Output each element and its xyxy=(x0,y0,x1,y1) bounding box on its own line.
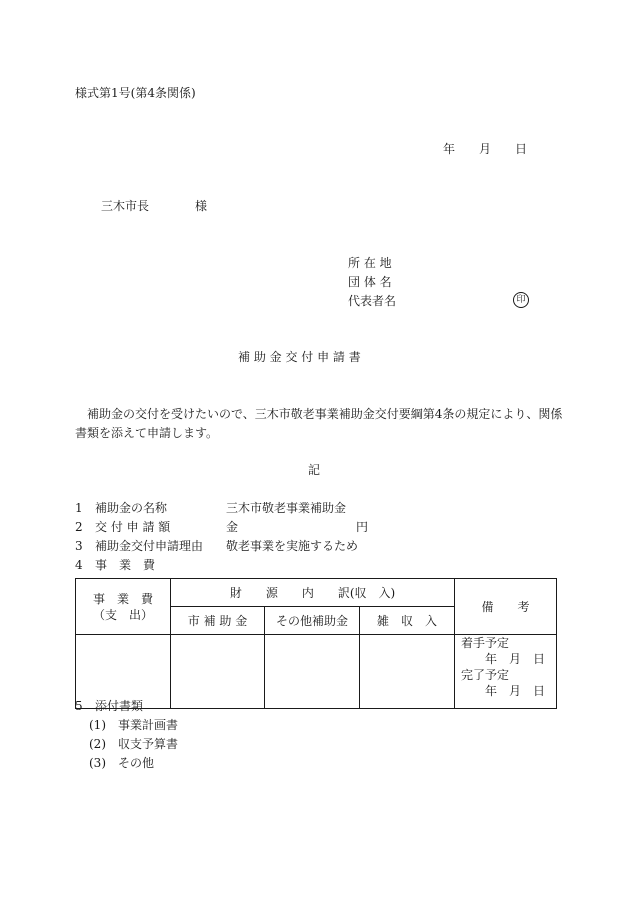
form-number: 様式第1号(第4条関係) xyxy=(75,86,196,100)
item-number: 4 xyxy=(75,558,83,572)
item-value-subsidy-name: 三木市敬老事業補助金 xyxy=(226,501,347,515)
attachment-other: その他 xyxy=(118,756,155,770)
funding-breakdown-header: 財 源 内 訳(収 入) xyxy=(171,579,455,607)
address-label: 所 在 地 xyxy=(348,256,392,270)
funding-table xyxy=(75,578,557,709)
org-name-label: 団 体 名 xyxy=(348,275,392,289)
remarks-cell xyxy=(455,635,557,709)
attachment-business-plan: 事業計画書 xyxy=(118,718,179,732)
item-value-requested-amount: 金 xyxy=(226,520,239,534)
attachment-number: (1) xyxy=(89,718,106,732)
misc-income-header: 雑 収 入 xyxy=(360,607,455,635)
item-label-reason: 補助金交付申請理由 xyxy=(95,539,204,553)
city-subsidy-cell xyxy=(171,635,265,709)
attachments-heading: 添付書類 xyxy=(95,699,144,713)
project-cost-header xyxy=(76,579,171,635)
end-planned-date: 年 月 日 xyxy=(461,684,546,698)
seal-mark: 印 xyxy=(513,292,529,308)
body-text-line-1: 補助金の交付を受けたいので、三木市敬老事業補助金交付要綱第4条の規定により、関係 xyxy=(75,407,563,421)
document-title: 補 助 金 交 付 申 請 書 xyxy=(238,350,361,364)
end-planned-label: 完了予定 xyxy=(461,668,510,682)
item-label-requested-amount: 交 付 申 請 額 xyxy=(95,520,171,534)
attachment-number: (3) xyxy=(89,756,106,770)
yen-unit: 円 xyxy=(356,520,369,534)
item-value-reason: 敬老事業を実施するため xyxy=(226,539,359,553)
start-planned-label: 着手予定 xyxy=(461,636,510,650)
item-label-subsidy-name: 補助金の名称 xyxy=(95,501,168,515)
date-line: 年 月 日 xyxy=(443,142,528,156)
item-number: 1 xyxy=(75,501,83,515)
start-planned-date: 年 月 日 xyxy=(461,652,546,666)
other-subsidy-cell xyxy=(265,635,360,709)
attachment-number: (2) xyxy=(89,737,106,751)
item-number: 5 xyxy=(75,699,83,713)
attachment-budget: 収支予算書 xyxy=(118,737,179,751)
addressee-honorific: 様 xyxy=(195,199,208,213)
ki-marker: 記 xyxy=(308,463,321,477)
project-cost-header-line-1: 事 業 費 xyxy=(92,591,153,606)
body-text-line-2: 書類を添えて申請します。 xyxy=(75,426,219,440)
other-subsidy-header: その他補助金 xyxy=(265,607,360,635)
item-number: 3 xyxy=(75,539,83,553)
item-label-project-cost: 事 業 費 xyxy=(95,558,156,572)
remarks-header: 備 考 xyxy=(455,579,557,635)
misc-income-cell xyxy=(360,635,455,709)
city-subsidy-header: 市 補 助 金 xyxy=(171,607,265,635)
addressee-name: 三木市長 xyxy=(101,199,150,213)
project-cost-header-line-2: （支 出） xyxy=(92,607,153,622)
item-number: 2 xyxy=(75,520,83,534)
representative-label: 代表者名 xyxy=(348,294,397,308)
